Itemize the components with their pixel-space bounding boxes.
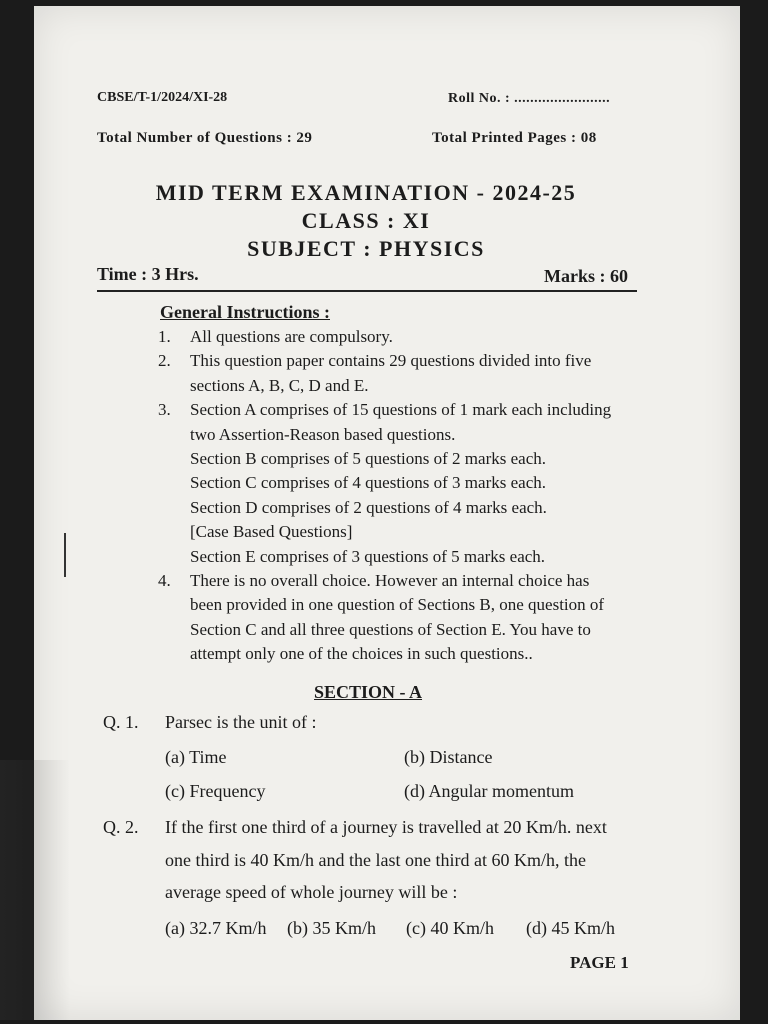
class-title: CLASS : XI [301, 208, 431, 233]
instruction-line: All questions are compulsory. [190, 327, 393, 346]
question-text: If the first one third of a journey is travelled at 20 Km/h. next [165, 817, 607, 837]
paper-code: CBSE/T-1/2024/XI-28 [97, 90, 228, 105]
q2-option-c: (c) 40 Km/h [406, 918, 494, 938]
instruction-line: Section B comprises of 5 questions of 2 marks each. [190, 449, 546, 469]
instruction-line: Section D comprises of 2 questions of 4 marks each. [190, 497, 547, 517]
instruction-number: 1. [158, 327, 171, 346]
instruction-number: 4. [158, 571, 171, 591]
page-number: PAGE 1 [570, 953, 629, 972]
instruction-list [158, 325, 658, 667]
instruction-line: Section C and all three questions of Section E. You have to [190, 619, 591, 639]
instruction-line: This question paper contains 29 questions divided into five [190, 351, 592, 371]
instruction-number: 3. [158, 400, 171, 420]
instruction-line: two Assertion-Reason based questions. [190, 424, 456, 444]
instruction-line: [Case Based Questions] [190, 522, 353, 542]
roll-number-field: Roll No. : ........................ [448, 91, 611, 106]
instruction-item [158, 398, 658, 569]
total-pages: Total Printed Pages : 08 [432, 130, 597, 146]
question-number: Q. 1. [103, 712, 139, 732]
header-divider [97, 290, 637, 292]
instruction-line: sections A, B, C, D and E. [190, 375, 369, 395]
exam-title: MID TERM EXAMINATION - 2024-25 [155, 180, 577, 205]
instruction-line: Section E comprises of 3 questions of 5 marks each. [190, 546, 546, 566]
q1-option-a: (a) Time [165, 747, 227, 767]
q1-option-b: (b) Distance [404, 747, 493, 767]
q1-option-c: (c) Frequency [165, 781, 266, 801]
exam-time: Time : 3 Hrs. [97, 264, 199, 284]
question-text: Parsec is the unit of : [165, 712, 317, 732]
instruction-line: There is no overall choice. However an internal choice has [190, 571, 590, 591]
binding-mark [64, 533, 66, 577]
instruction-item [158, 325, 658, 349]
q2-option-b: (b) 35 Km/h [287, 918, 376, 938]
question-text-line: average speed of whole journey will be : [165, 882, 458, 902]
question-number: Q. 2. [103, 817, 139, 837]
subject-title: SUBJECT : PHYSICS [247, 236, 485, 261]
instruction-number: 2. [158, 351, 171, 371]
q1-option-d: (d) Angular momentum [404, 781, 574, 801]
question-text-line: one third is 40 Km/h and the last one third at 60 Km/h, the [165, 850, 586, 870]
instruction-line: Section C comprises of 4 questions of 3 marks each. [190, 473, 546, 493]
q2-option-a: (a) 32.7 Km/h [165, 918, 267, 938]
instruction-item [158, 569, 658, 667]
instruction-line: attempt only one of the choices in such questions.. [190, 644, 533, 664]
section-heading: SECTION - A [314, 682, 423, 702]
exam-marks: Marks : 60 [544, 266, 628, 286]
instruction-item [158, 349, 658, 398]
instruction-line: been provided in one question of Sections B, one question of [190, 595, 605, 615]
total-questions: Total Number of Questions : 29 [97, 130, 313, 146]
q2-option-d: (d) 45 Km/h [526, 918, 615, 938]
paper-shadow [0, 760, 70, 1020]
instruction-line: Section A comprises of 15 questions of 1 mark each including [190, 400, 612, 420]
instructions-heading: General Instructions : [160, 302, 330, 322]
